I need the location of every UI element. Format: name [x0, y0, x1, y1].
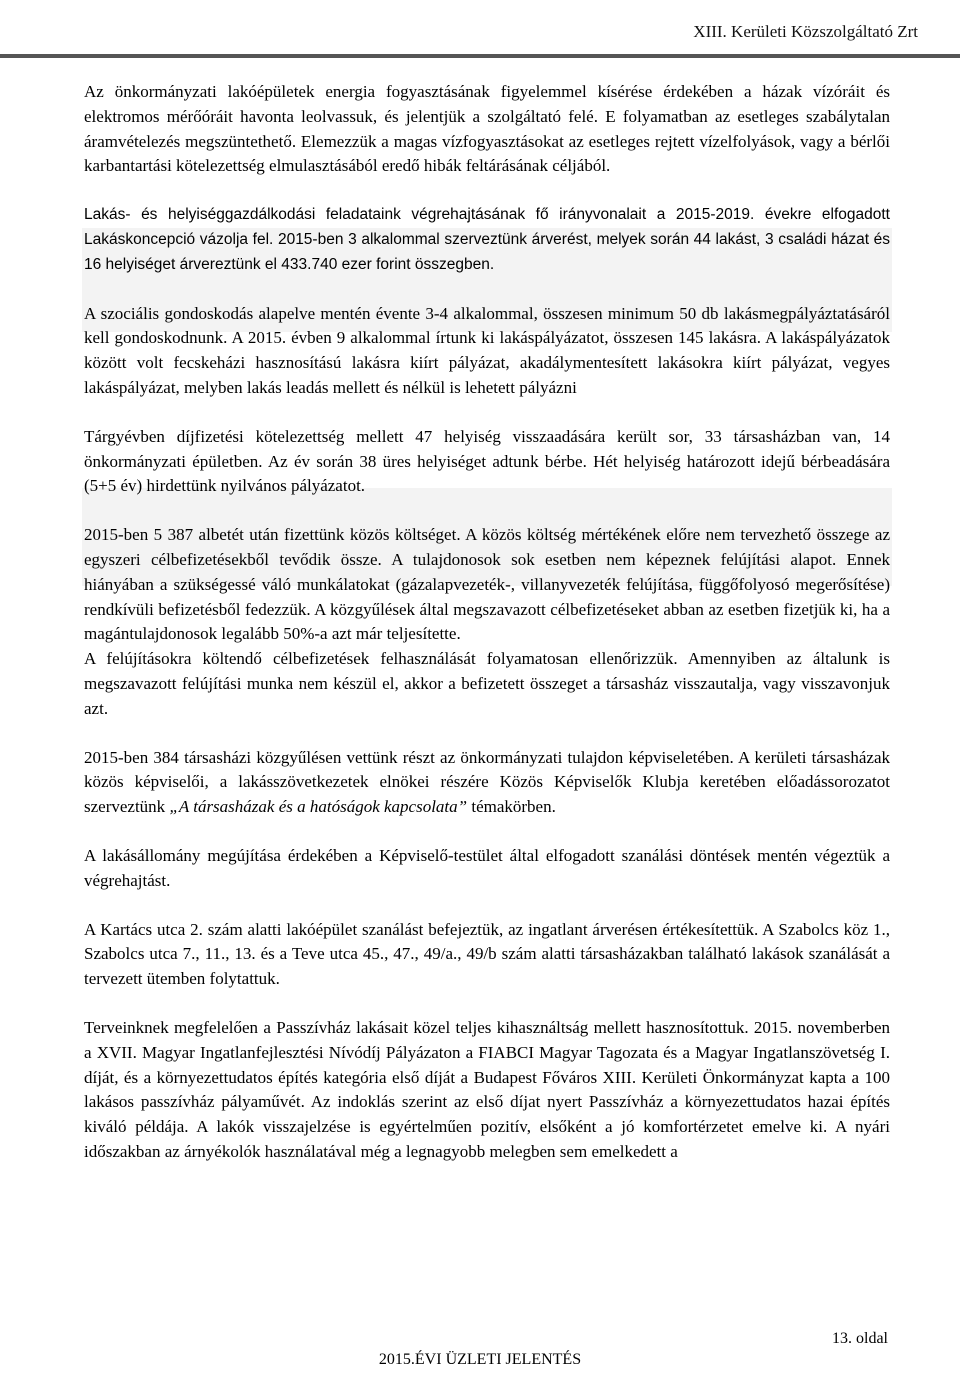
meetings-text-end: témakörben. [471, 797, 556, 817]
footer-report-title: 2015.ÉVI ÜZLETI JELENTÉS [378, 1351, 582, 1368]
paragraph-social-tenders: A szociális gondoskodás alapelve mentén évente 3-4 alkalommal, összesen minimum 50 db lakásmegpályáztatásáról kell gondoskodnunk. A 2015. évben 9 alkalommal írtunk ki lakáspályázatot, összesen 145 lakásra. A lakáspályázatok között volt fecskeházi hasznosítású lakásra kiírt pályázat, akadálymentesített lakásokra kiírt pályázat, vegyes lakáspályázat, melyben lakás leadás mellett és nélkül is lehetett pályázni [84, 303, 890, 397]
paragraph-condominium-meetings [84, 746, 890, 820]
paragraph-passive-house: Terveinknek megfelelően a Passzívház lakásait közel teljes kihasználtság mellett hasznosítottuk. 2015. novemberben a XVII. Magyar Ingatlanfejlesztési Nívódíj Pályázaton a FIABCI Magyar Tagozata és a Magyar Ingatlanszövetség I. díját, és a környezettudatos építés kategória első díját a Budapest Főváros XIII. Kerületi Önkormányzat kapta a 100 lakásos passzívház pályaművét. Az indoklás szerint az első díjat nyert Passzívház a környezettudatos hazai építés kiváló példája. A lakók visszajelzése is egyértelműen pozitív, elsőként a jó komfortérzetet emelve ki. A nyári időszakban az árnyékolók használatával még a legnagyobb melegben sem emelkedett a [84, 1017, 890, 1161]
paragraph-common-costs: 2015-ben 5 387 albetét után fizettünk közös költséget. A közös költség mértékének előre nem tervezhető összege az egyszeri célbefizetésekből tevődik össze. A tulajdonosok sok esetben nem képeznek felújítási alapot. Ennek hiányában a szükségessé váló munkálatokat (gázalapvezeték-, villanyvezeték felújítása, függőfolyosó megerősítése) rendkívüli befizetésből fedezzük. A közgyűlések által megszavazott célbefizetéseket abban az esetben fizetjük ki, ha a magántulajdonosok legalább 50%-a azt már teljesítette. [84, 525, 890, 644]
paragraph-energy-monitoring: Az önkormányzati lakóépületek energia fogyasztásának figyelemmel kísérése érdekében a házak vízóráit és elektromos mérőóráit havonta leolvassuk, és jelentjük a szolgáltató felé. E folyamatban az esetleges szabálytalan áramvételezés megszüntethető. Elemezzük a magas vízfogyasztásokat az esetleges rejtett vízelfolyások, vagy a bérlői karbantartási kötelezettség elmulasztásából eredő hibák feltárásának céljából. [84, 82, 890, 176]
document-body [84, 80, 890, 1165]
paragraph-premises: Tárgyévben díjfizetési kötelezettség mellett 47 helyiség visszaadására került sor, 33 társasházban van, 14 önkormányzati épületben. Az év során 38 üres helyiséget adtunk bérbe. Hét helyiség határozott idejű bérbeadására (5+5 év) hirdettünk nyilvános pályázatot. [84, 426, 890, 496]
page-number: 13. oldal [832, 1330, 888, 1347]
meetings-text: 2015-ben 384 társasházi közgyűlésen vettünk részt az önkormányzati tulajdon képviseletében. A kerületi társasházak közös képviselői, a lakásszövetkezetek elnökei részére Közös Képviselők Klubja keretében előadássorozatot szerveztünk [84, 747, 890, 817]
paragraph-renovation-control: A felújításokra költendő célbefizetések felhasználását folyamatosan ellenőrizzük. Amennyiben az általunk is megszavazott felújítási munka nem készül el, akkor a befizetett összeget a társasház visszautalja, vagy visszavonjuk azt. [84, 649, 890, 718]
lecture-series-title: „A társasházak és a hatóságok kapcsolata” [169, 797, 468, 817]
paragraph-housing-renewal: A lakásállomány megújítása érdekében a Képviselő-testület által elfogadott szanálási döntések mentén végeztük a végrehajtást. [84, 845, 890, 890]
paragraph-demolition: A Kartács utca 2. szám alatti lakóépület szanálást befejeztük, az ingatlant árverésen értékesítettük. A Szabolcs köz 1., Szabolcs utca 7., 11., 13. és a Teve utca 45., 47., 49/a., 49/b szám alatti társasházakban található lakások szanálását a tervezett ütemben folytattuk. [84, 919, 890, 989]
header-org-name: XIII. Kerületi Közszolgáltató Zrt [693, 22, 918, 41]
header-divider [0, 54, 960, 58]
paragraph-housing-concept: Lakás- és helyiséggazdálkodási feladataink végrehajtásának fő irányvonalait a 2015-2019. évekre elfogadott Lakáskoncepció vázolja fel. 2015-ben 3 alkalommal szerveztünk árverést, melyek során 44 lakást, 3 családi házat és 16 helyiséget árvereztünk el 433.740 ezer forint összegben. [84, 206, 890, 273]
